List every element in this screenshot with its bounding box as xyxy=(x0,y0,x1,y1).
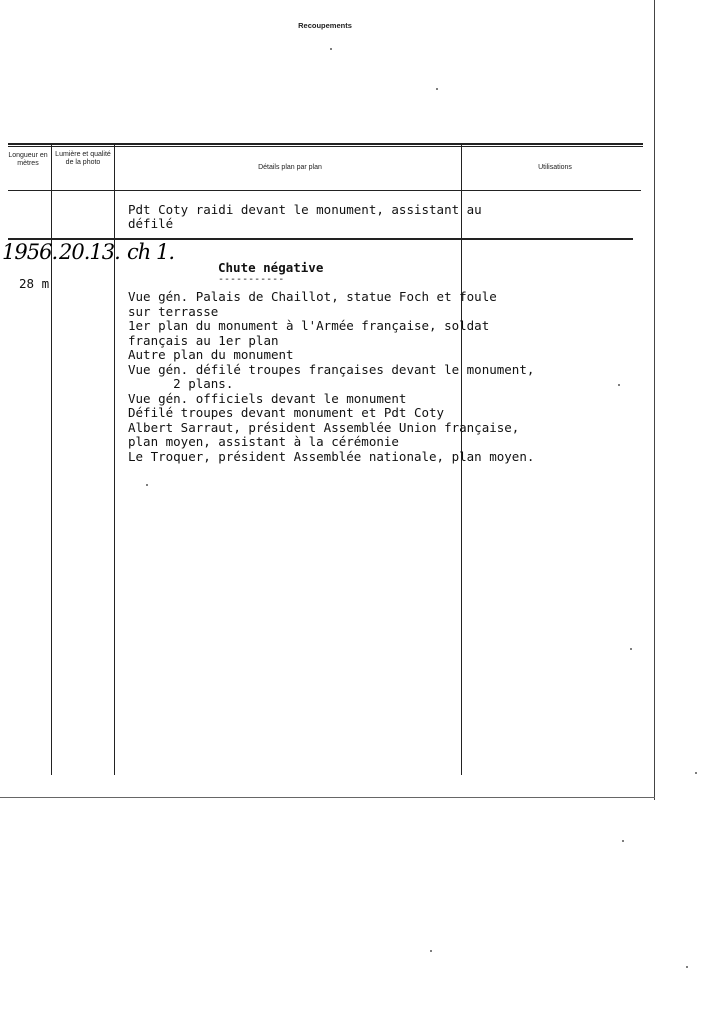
shot-line: plan moyen, assistant à la cérémonie xyxy=(128,434,399,449)
shot-line: Le Troquer, président Assemblée nationale, plan moyen. xyxy=(128,448,535,464)
scan-speck xyxy=(436,88,438,90)
scan-speck xyxy=(430,950,432,952)
page-border-bottom xyxy=(0,797,655,798)
column-header-uses: Utilisations xyxy=(538,164,572,171)
shot-line: Vue gén. défilé troupes françaises devant le monument, xyxy=(128,361,535,377)
scan-speck xyxy=(618,384,620,386)
handwritten-year: 1956. xyxy=(2,240,58,264)
length-value: 28 m xyxy=(19,276,50,291)
shot-line: Autre plan du monument xyxy=(128,347,294,362)
shot-list xyxy=(128,290,534,464)
scan-speck xyxy=(146,484,148,486)
scan-speck xyxy=(686,966,688,968)
scan-speck xyxy=(630,648,632,650)
header-bottom-rule xyxy=(8,190,641,191)
shot-line: 1er plan du monument à l'Armée française, soldat xyxy=(128,318,490,333)
shot-line: français au 1er plan xyxy=(128,332,279,348)
first-row-line-2: défilé xyxy=(128,216,174,231)
scan-speck xyxy=(622,840,624,842)
column-header-length: Longueur en mètres xyxy=(8,152,48,167)
handwritten-number: 20.13. xyxy=(59,240,120,264)
scan-speck xyxy=(330,48,332,50)
first-row-line-1: Pdt Coty raidi devant le monument, assistant au xyxy=(128,202,482,217)
section-title: Chute négative xyxy=(218,260,324,275)
handwritten-note: ch 1. xyxy=(127,240,174,264)
table-top-rule-2 xyxy=(8,146,643,147)
table-top-rule xyxy=(8,143,643,145)
column-header-details: Détails plan par plan xyxy=(258,164,322,171)
column-header-light: Lumière et qualité de la photo xyxy=(55,151,111,166)
shot-line: Défilé troupes devant monument et Pdt Coty xyxy=(128,405,445,420)
shot-line: Vue gén. officiels devant le monument xyxy=(128,390,407,406)
section-title-underline: ----------- xyxy=(218,274,285,285)
scan-speck xyxy=(695,772,697,774)
shot-line: sur terrasse xyxy=(128,303,219,319)
shot-line: Vue gén. Palais de Chaillot, statue Foch et foule xyxy=(128,289,497,304)
page-border-right xyxy=(654,0,655,800)
shot-line: Albert Sarraut, président Assemblée Union française, xyxy=(128,419,520,435)
page-title: Recoupements xyxy=(298,21,352,30)
shot-line: 2 plans. xyxy=(128,376,234,391)
